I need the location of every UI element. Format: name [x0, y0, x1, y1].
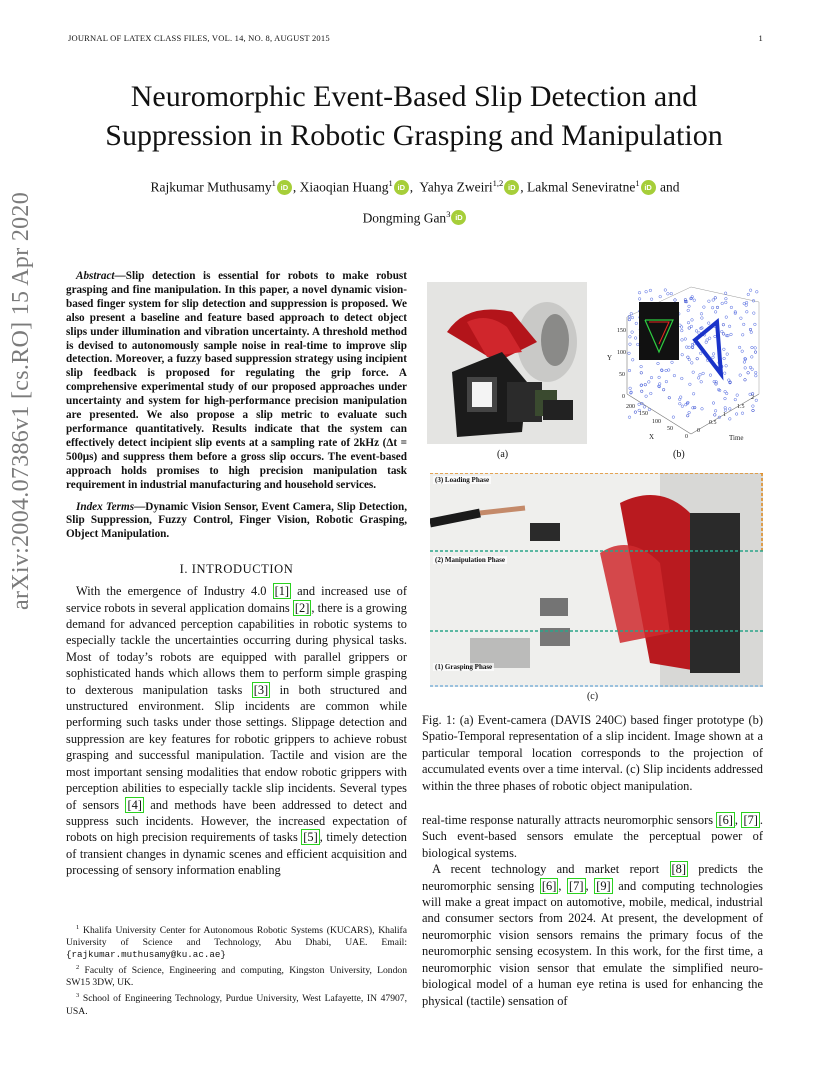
orcid-icon[interactable]: iD [451, 210, 466, 225]
running-head [68, 33, 763, 43]
phase-label-grasping: (1) Grasping Phase [435, 663, 493, 671]
event-point [752, 405, 755, 408]
event-point [744, 367, 747, 370]
event-point [755, 374, 758, 377]
event-point [749, 289, 752, 292]
text-run: and methods have been addressed to detect and suppress such incidents. However, the increased expectation of robots on high precision requirements of tasks [66, 797, 408, 845]
event-point [649, 289, 652, 292]
index-terms-label: Index Terms [76, 500, 135, 513]
event-point [723, 348, 726, 351]
event-point [734, 398, 737, 401]
event-point [744, 379, 747, 382]
text-run: and computing technologies will make a great impact on automotive, mobile, medical, industrial and consumer sectors from 2024. At present, the development of neuromorphic vision sensors remains the primary focus of the neuromorphic sensing ecosystem. In this work, for the first time, a neuromorphic vision sensor that emulate the simplified neuro-biological model of a human eye retina is used for enhancing the physical (tactile) sensation of [422, 878, 763, 1008]
event-point [709, 374, 712, 377]
footnote-text: Faculty of Science, Engineering and computing, Kingston University, London SW15 3DW, UK. [66, 965, 407, 989]
text-run: . Such event-based sensors emulate the perceptual power of biological systems. [422, 813, 763, 860]
page-number: 1 [758, 33, 763, 43]
event-point [670, 292, 673, 295]
plot-ttick: 1.5 [737, 404, 745, 410]
event-point [701, 317, 704, 320]
footnote [66, 962, 407, 989]
text-run: in both structured and unstructured environment. Slip incidents are common while performing such tasks under those settings. Slippage detection and suppression are key features for robotic grippers to achieve robust grasping and successful manipulation. Tactile and vision are the most important sensing modalities that endow robotic grippers with perception abilities to especially tackle slip incidents. Several types of sensors [66, 682, 407, 812]
plot-xtick: 200 [626, 404, 635, 410]
figure-1-top-row [422, 282, 763, 462]
spatio-temporal-plot [599, 282, 767, 444]
citation-link[interactable]: [5] [303, 830, 318, 845]
abstract-label: Abstract [76, 270, 115, 282]
event-point [700, 313, 703, 316]
event-point [700, 381, 703, 384]
event-point [689, 383, 692, 386]
event-point [754, 323, 757, 326]
subfigure-label-c: (c) [586, 691, 599, 702]
event-point [699, 374, 702, 377]
abstract [66, 270, 407, 493]
text-run: , [734, 813, 742, 828]
manipulation-phases-photo [430, 473, 763, 687]
event-point [691, 319, 694, 322]
plot-ttick: 0.5 [709, 420, 717, 426]
author-list: Rajkumar Muthusamy$^1$ iD , Xiaoqian Huang$^1$ iD , Yahya Zweiri$^{1,2}$ iD , Lakmal Seneviratne$^1$ iD and Dongming Gan$^3$ iD [150, 178, 680, 225]
event-point [658, 376, 661, 379]
author-affiliation: 1 [271, 178, 276, 188]
event-point [687, 309, 690, 312]
event-point [690, 325, 693, 328]
citation-link[interactable]: [6] [541, 878, 557, 893]
event-point [674, 299, 677, 302]
event-point [703, 306, 706, 309]
event-point [745, 301, 748, 304]
event-point [665, 369, 668, 372]
event-point [740, 317, 743, 320]
event-point [711, 306, 714, 309]
event-point [712, 299, 715, 302]
citation-link[interactable]: [2] [294, 600, 310, 615]
plot-ytick: 50 [619, 372, 625, 378]
plot-ttick: 0 [697, 428, 700, 434]
abstract-text: —Slip detection is essential for robots to make robust grasping and fine manipulation. In this paper, a novel dynamic vision-based finger system for slip detection and suppression is proposed. We also present a baseline and feature based approach to detect object slips under illumination and vibration uncertainty. A threshold method is devised to autonomously sample noise in real-time to improve slip detection. Moreover, a fuzzy based suppression strategy using incipient slip feedback is proposed for regulating the grip force. A comprehensive experimental study of our proposed approaches under uncertainty and system for high-performance precision manipulation are presented. We also propose a slip metric to evaluate such performance quantitatively. Results indicate that the system can effectively detect incipient slip events at a sampling rate of 2kHz (Δt = 500μs) and suppress them before a gross slip occurs. The event-based approach holds promises to high precision manipulation task requirement in industrial manufacturing and household services. [66, 270, 407, 491]
text-run: , there is a growing demand for advanced perception capabilities in robotic systems to especially tackle the uncertainties occurring during physical tasks. Most of today’s robots are equipped with parallel grippers or sophisticated hands which allows them to perform simple grasping to dexterous manipulation tasks [66, 600, 407, 697]
citation-link[interactable]: [8] [671, 862, 686, 877]
event-point [701, 408, 704, 411]
author-name: Dongming Gan [362, 210, 447, 225]
event-point [729, 418, 732, 421]
event-point [721, 302, 724, 305]
event-point [693, 299, 696, 302]
event-point [679, 396, 682, 399]
event-point [724, 292, 727, 295]
event-point [629, 336, 632, 339]
text-run: real-time response naturally attracts neuromorphic sensors [422, 813, 717, 828]
text-run: , [558, 878, 568, 893]
event-point [754, 371, 757, 374]
event-point [665, 380, 668, 383]
event-point [637, 343, 640, 346]
paragraph [422, 812, 763, 861]
author-affiliation: 1 [388, 178, 393, 188]
subfigure-label-a: (a) [497, 449, 509, 460]
event-point [723, 372, 726, 375]
section-heading: I. INTRODUCTION [179, 562, 294, 577]
plot-ttick: 1 [723, 412, 726, 418]
robot-arm-illustration [430, 473, 763, 687]
orcid-icon[interactable]: iD [641, 180, 656, 195]
event-point [631, 316, 634, 319]
event-point [702, 372, 705, 375]
event-point [712, 353, 715, 356]
plot-xtick: 0 [685, 434, 688, 440]
event-point [673, 374, 676, 377]
event-point [696, 357, 699, 360]
event-point [688, 411, 691, 414]
author-name: Lakmal Seneviratne [527, 179, 636, 195]
right-body-text [422, 812, 763, 1009]
right-column [422, 282, 763, 1009]
event-point [751, 356, 754, 359]
event-point [659, 295, 662, 298]
event-point [681, 353, 684, 356]
event-point [635, 322, 638, 325]
event-point [708, 300, 711, 303]
event-point [725, 392, 728, 395]
orcid-icon[interactable]: iD [504, 180, 519, 195]
event-point [686, 414, 689, 417]
plot-xtick: 100 [652, 419, 661, 425]
event-point [634, 411, 637, 414]
event-point [628, 352, 631, 355]
event-point [725, 301, 728, 304]
event-point [695, 330, 698, 333]
event-point [724, 397, 727, 400]
event-point [712, 402, 715, 405]
footnote [66, 922, 407, 961]
event-point [638, 403, 641, 406]
event-point [644, 383, 647, 386]
plot-axis-x: X [649, 433, 655, 441]
figure-caption: Fig. 1: (a) Event-camera (DAVIS 240C) based finger prototype (b) Spatio-Temporal representation of a slip incident. Image shown at a particular temporal location corresponds to the projection of accumulated events over a time interval. (c) Slip incidents addressed within the three phases of robotic object manipulation. [422, 713, 763, 793]
event-point [755, 399, 758, 402]
arxiv-stamp[interactable]: arXiv:2004.07386v1 [cs.RO] 15 Apr 2020 [8, 191, 34, 610]
plot-ytick: 100 [617, 350, 626, 356]
event-point [708, 337, 711, 340]
event-point [640, 390, 643, 393]
event-point [648, 381, 651, 384]
event-point [752, 409, 755, 412]
footnote-text: Khalifa University Center for Autonomous Robotic Systems (KUCARS), Khalifa University of Science and Technology, Abu Dhabi, UAE. Email: [66, 925, 407, 949]
event-point [679, 402, 682, 405]
event-point [638, 298, 641, 301]
event-point [742, 323, 745, 326]
title-line-1: Neuromorphic Event-Based Slip Detection and [130, 80, 698, 113]
finger-prototype-illustration [427, 282, 587, 444]
plot-ytick: 0 [622, 394, 625, 400]
phase-label-manipulation: (2) Manipulation Phase [435, 556, 506, 564]
text-run: predicts the neuromorphic sensing [422, 862, 763, 893]
event-point [730, 333, 733, 336]
event-point [672, 416, 675, 419]
paper-title [40, 77, 788, 155]
footnote-text: School of Engineering Technology, Purdue University, West Lafayette, IN 47907, USA. [66, 993, 407, 1017]
footnote-mark: 2 [76, 964, 80, 972]
author-affiliation: 1,2 [492, 178, 504, 188]
event-point [714, 335, 717, 338]
footnote-mark: 1 [76, 924, 80, 931]
footnote-mark: 3 [76, 992, 80, 1000]
event-point [699, 352, 702, 355]
email-link[interactable]: {rajkumar.muthusamy@ku.ac.ae} [66, 949, 226, 961]
event-point [747, 372, 750, 375]
event-point [741, 334, 744, 337]
event-point [692, 393, 695, 396]
event-point [741, 350, 744, 353]
and-word: and [659, 179, 680, 195]
text-run: With the emergence of Industry 4.0 [76, 584, 273, 599]
plot-axis-time: Time [729, 434, 744, 442]
event-point [688, 305, 691, 308]
event-point [684, 299, 687, 302]
index-terms-text: —Dynamic Vision Sensor, Event Camera, Slip Detection, Slip Suppression, Fuzzy Control, Finger Vision, Robotic Grasping, Object Manipulation. [66, 500, 407, 541]
subfigure-label-b: (b) [673, 449, 685, 460]
event-point [738, 346, 741, 349]
text-run: , [585, 878, 595, 893]
event-point [725, 297, 728, 300]
journal-name: JOURNAL OF LATEX CLASS FILES, VOL. 14, NO. 8, AUGUST 2015 [68, 33, 330, 43]
event-point [631, 359, 634, 362]
event-point [754, 347, 757, 350]
event-point [692, 371, 695, 374]
event-point [714, 311, 717, 314]
event-point [754, 351, 757, 354]
orcid-icon[interactable]: iD [277, 180, 292, 195]
text-run: and increased use of service robots in several application domains [66, 584, 407, 615]
event-point [650, 392, 653, 395]
event-point [697, 377, 700, 380]
event-point [722, 323, 725, 326]
event-point [667, 293, 670, 296]
event-point [725, 365, 728, 368]
event-point [714, 414, 717, 417]
citation-link[interactable]: [9] [596, 878, 611, 893]
event-point [645, 290, 648, 293]
event-point [687, 356, 690, 359]
event-point [750, 331, 753, 334]
citation-link[interactable]: [6] [718, 813, 733, 828]
event-point [729, 408, 732, 411]
event-point [726, 353, 729, 356]
author-name: Yahya Zweiri [419, 179, 493, 195]
phase-label-loading: (3) Loading Phase [435, 476, 490, 484]
index-terms [66, 501, 407, 543]
event-point [751, 346, 754, 349]
title-line-2: Suppression in Robotic Grasping and Manipulation [105, 119, 723, 152]
event-point [643, 406, 646, 409]
event-point [631, 331, 634, 334]
event-point [756, 291, 759, 294]
event-point [681, 405, 684, 408]
citation-link[interactable]: [7] [743, 813, 758, 828]
event-point [706, 339, 709, 342]
event-point [667, 369, 670, 372]
event-point [714, 410, 717, 413]
spatio-temporal-plot-svg [599, 282, 767, 444]
event-point [707, 322, 710, 325]
citation-link[interactable]: [1] [274, 584, 290, 599]
citation-link[interactable]: [4] [127, 797, 142, 812]
citation-link[interactable]: [3] [253, 682, 269, 697]
event-point [687, 401, 690, 404]
finger-prototype-photo [427, 282, 587, 444]
event-point [736, 394, 739, 397]
plot-axis-y: Y [607, 354, 613, 362]
paragraph [422, 861, 763, 1009]
event-point [684, 338, 687, 341]
event-point [687, 321, 690, 324]
event-point [693, 406, 696, 409]
event-point [662, 388, 665, 391]
author-name: Rajkumar Muthusamy [150, 179, 272, 195]
event-point [681, 329, 684, 332]
event-point [629, 387, 632, 390]
event-point [728, 379, 731, 382]
event-point [691, 362, 694, 365]
event-point [730, 306, 733, 309]
event-point [749, 328, 752, 331]
event-point [628, 369, 631, 372]
event-point [745, 304, 748, 307]
event-point [735, 413, 738, 416]
event-point [645, 395, 648, 398]
event-point [650, 298, 653, 301]
author-affiliation: 3 [446, 208, 451, 219]
event-point [721, 330, 724, 333]
event-point [723, 357, 726, 360]
plot-ttick: 2 [751, 395, 754, 401]
event-point [671, 361, 674, 364]
event-point [749, 366, 752, 369]
plot-xtick: 50 [667, 426, 673, 432]
text-run: A recent technology and market report [432, 862, 670, 877]
footnote [66, 990, 407, 1017]
author-name: Xiaoqian Huang [299, 179, 389, 195]
event-point [664, 289, 667, 292]
plot-ytick: 150 [617, 328, 626, 334]
event-point [747, 293, 750, 296]
event-point [728, 325, 731, 328]
event-point [668, 396, 671, 399]
event-point [648, 408, 651, 411]
event-point [629, 343, 632, 346]
event-point [681, 339, 684, 342]
event-point [638, 291, 641, 294]
event-point [658, 383, 661, 386]
event-point [739, 374, 742, 377]
event-point [657, 362, 660, 365]
event-point [743, 361, 746, 364]
event-point [688, 358, 691, 361]
orcid-icon[interactable]: iD [394, 180, 409, 195]
event-point [640, 365, 643, 368]
plot-xtick: 150 [639, 411, 648, 417]
event-point [634, 337, 637, 340]
event-point [722, 333, 725, 336]
text-run: , timely detection of transient changes in dynamic scenes and efficient acquisition and processing of sensory information enabling [66, 830, 407, 878]
event-point [714, 297, 717, 300]
event-point [630, 312, 633, 315]
event-point [640, 372, 643, 375]
footnotes [66, 922, 407, 1019]
event-point [716, 306, 719, 309]
event-point [650, 376, 653, 379]
author-affiliation: 1 [635, 178, 640, 188]
event-point [741, 412, 744, 415]
intro-paragraph [66, 583, 407, 878]
event-point [712, 356, 715, 359]
slip-trajectory [695, 322, 721, 374]
event-point [753, 312, 756, 315]
event-point [746, 311, 749, 314]
left-column [66, 270, 407, 879]
event-point [681, 377, 684, 380]
event-point [628, 318, 631, 321]
event-point [628, 416, 631, 419]
citation-link[interactable]: [7] [569, 878, 584, 893]
event-point [725, 316, 728, 319]
